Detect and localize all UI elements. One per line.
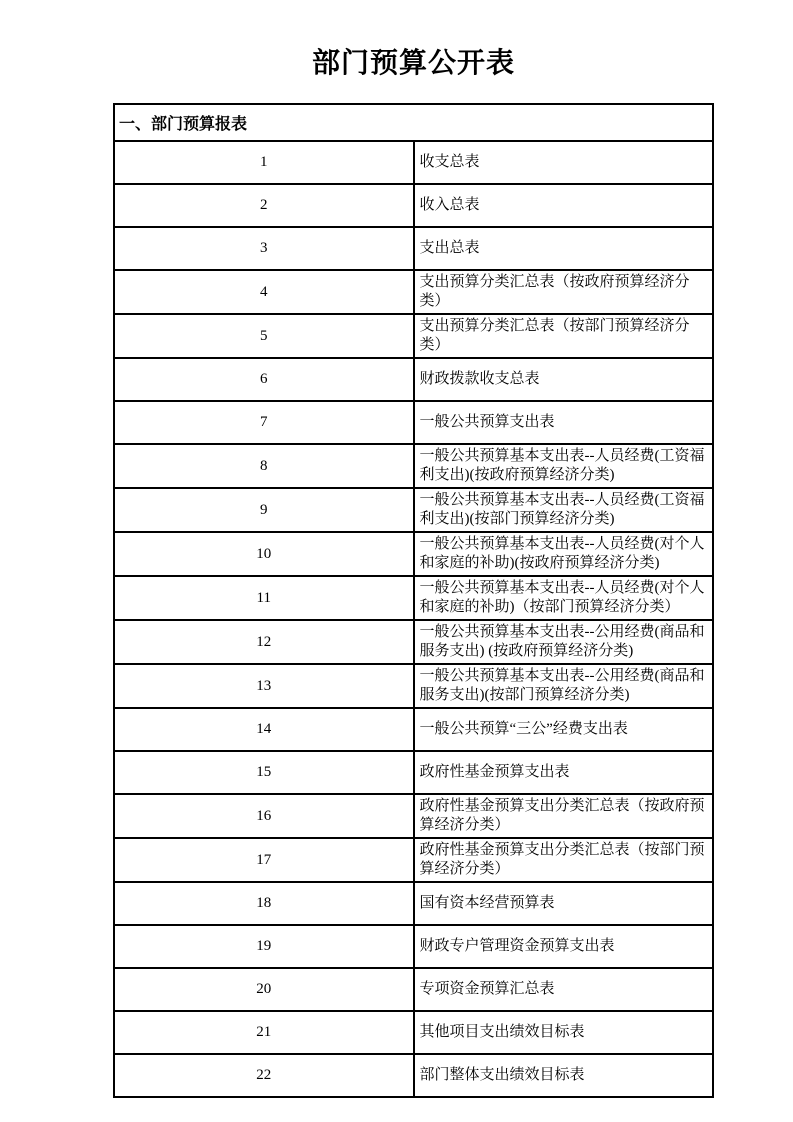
row-number: 21 (114, 1011, 414, 1054)
row-number: 6 (114, 358, 414, 401)
report-name: 收支总表 (414, 141, 714, 184)
table-row (114, 968, 713, 1011)
report-name: 一般公共预算支出表 (414, 401, 714, 444)
row-number: 20 (114, 968, 414, 1011)
row-number: 5 (114, 314, 414, 358)
report-name: 政府性基金预算支出表 (414, 751, 714, 794)
row-number: 1 (114, 141, 414, 184)
table-row (114, 444, 713, 488)
row-number: 9 (114, 488, 414, 532)
section-header: 一、部门预算报表 (114, 104, 713, 141)
table-row (114, 620, 713, 664)
row-number: 11 (114, 576, 414, 620)
report-name: 一般公共预算基本支出表--人员经费(工资福利支出)(按政府预算经济分类) (414, 444, 714, 488)
table-row (114, 184, 713, 227)
row-number: 22 (114, 1054, 414, 1097)
report-name: 政府性基金预算支出分类汇总表（按部门预算经济分类） (414, 838, 714, 882)
row-number: 15 (114, 751, 414, 794)
report-name: 支出预算分类汇总表（按政府预算经济分类） (414, 270, 714, 314)
table-row (114, 401, 713, 444)
table-row (114, 532, 713, 576)
report-name: 一般公共预算基本支出表--公用经费(商品和服务支出) (按政府预算经济分类) (414, 620, 714, 664)
table-row (114, 794, 713, 838)
row-number: 19 (114, 925, 414, 968)
report-name: 一般公共预算“三公”经费支出表 (414, 708, 714, 751)
table-row (114, 708, 713, 751)
row-number: 4 (114, 270, 414, 314)
row-number: 16 (114, 794, 414, 838)
section-header-row (114, 104, 713, 141)
report-name: 一般公共预算基本支出表--人员经费(工资福利支出)(按部门预算经济分类) (414, 488, 714, 532)
table-row (114, 270, 713, 314)
row-number: 3 (114, 227, 414, 270)
report-name: 财政拨款收支总表 (414, 358, 714, 401)
report-name: 国有资本经营预算表 (414, 882, 714, 925)
row-number: 8 (114, 444, 414, 488)
report-name: 支出总表 (414, 227, 714, 270)
report-name: 财政专户管理资金预算支出表 (414, 925, 714, 968)
row-number: 7 (114, 401, 414, 444)
report-name: 其他项目支出绩效目标表 (414, 1011, 714, 1054)
row-number: 12 (114, 620, 414, 664)
table-row (114, 314, 713, 358)
table-row (114, 227, 713, 270)
report-name: 专项资金预算汇总表 (414, 968, 714, 1011)
table-row (114, 664, 713, 708)
table-row (114, 838, 713, 882)
row-number: 14 (114, 708, 414, 751)
table-row (114, 751, 713, 794)
row-number: 10 (114, 532, 414, 576)
table-row (114, 1054, 713, 1097)
table-row (114, 576, 713, 620)
report-name: 政府性基金预算支出分类汇总表（按政府预算经济分类） (414, 794, 714, 838)
row-number: 13 (114, 664, 414, 708)
row-number: 2 (114, 184, 414, 227)
table-row (114, 141, 713, 184)
page-title: 部门预算公开表 (311, 48, 515, 79)
row-number: 18 (114, 882, 414, 925)
table-row (114, 925, 713, 968)
report-name: 支出预算分类汇总表（按部门预算经济分类） (414, 314, 714, 358)
table-body (114, 141, 713, 1097)
budget-report-table (113, 103, 714, 1098)
table-row (114, 1011, 713, 1054)
table-row (114, 488, 713, 532)
table-row (114, 882, 713, 925)
row-number: 17 (114, 838, 414, 882)
report-name: 部门整体支出绩效目标表 (414, 1054, 714, 1097)
report-name: 一般公共预算基本支出表--人员经费(对个人和家庭的补助)（按部门预算经济分类） (414, 576, 714, 620)
report-name: 一般公共预算基本支出表--人员经费(对个人和家庭的补助)(按政府预算经济分类) (414, 532, 714, 576)
report-name: 一般公共预算基本支出表--公用经费(商品和服务支出)(按部门预算经济分类) (414, 664, 714, 708)
table-row (114, 358, 713, 401)
report-name: 收入总表 (414, 184, 714, 227)
